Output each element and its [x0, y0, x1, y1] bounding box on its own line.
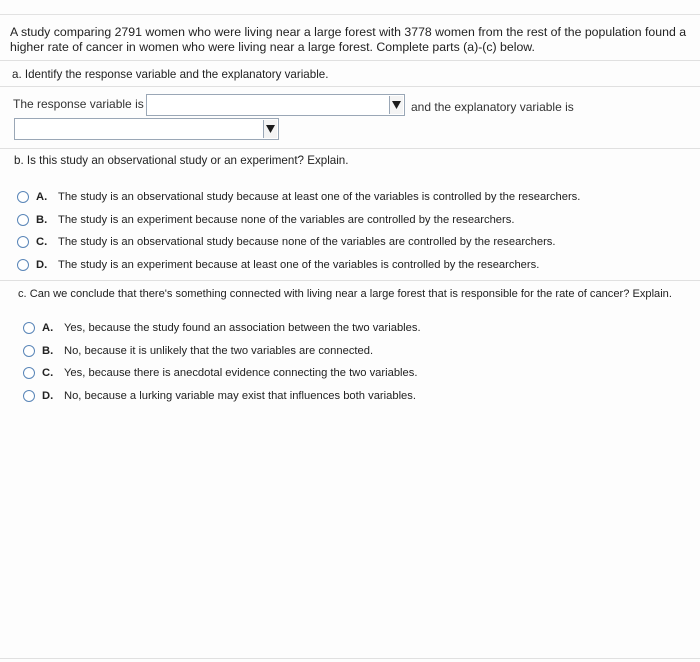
radio-button[interactable]: [17, 214, 29, 226]
part-c-option-b[interactable]: [23, 340, 421, 363]
option-text: Yes, because the study found an association between the two variables.: [64, 322, 421, 335]
radio-button[interactable]: [17, 259, 29, 271]
part-b-label: b. Is this study an observational study or an experiment? Explain.: [14, 154, 349, 167]
radio-button[interactable]: [17, 191, 29, 203]
part-c-option-d[interactable]: [23, 385, 421, 408]
triangle-down-icon: [266, 125, 275, 133]
explanatory-variable-text: and the explanatory variable is: [411, 100, 574, 114]
radio-button[interactable]: [23, 345, 35, 357]
bottom-divider: [0, 658, 700, 659]
option-letter: A.: [42, 322, 54, 335]
option-letter: C.: [42, 367, 54, 380]
part-c-label: c. Can we conclude that there's something connected with living near a large forest that is responsible for the rate of cancer? Explain.: [18, 288, 672, 300]
option-text: No, because a lurking variable may exist that influences both variables.: [64, 389, 416, 402]
option-text: The study is an observational study because none of the variables are controlled by the researchers.: [58, 236, 556, 249]
radio-button[interactable]: [17, 236, 29, 248]
part-b-options: [17, 186, 580, 276]
option-letter: D.: [42, 389, 54, 402]
radio-button[interactable]: [23, 367, 35, 379]
option-letter: D.: [36, 258, 48, 271]
part-c-option-a[interactable]: [23, 317, 421, 340]
part-b-option-c[interactable]: [17, 231, 580, 254]
part-b-option-b[interactable]: [17, 209, 580, 232]
part-a-label: a. Identify the response variable and the explanatory variable.: [12, 68, 329, 81]
question-intro: A study comparing 2791 women who were living near a large forest with 3778 women from the rest of the population found a higher rate of cancer in women who were living near a large forest. Complete parts (a)-(c) below.: [10, 25, 687, 54]
explanatory-variable-select[interactable]: [14, 118, 279, 140]
top-divider: [0, 14, 700, 15]
divider: [0, 60, 700, 61]
radio-button[interactable]: [23, 322, 35, 334]
option-text: The study is an experiment because none of the variables are controlled by the researchers.: [58, 213, 515, 226]
divider: [0, 148, 700, 149]
option-text: The study is an observational study because at least one of the variables is controlled by the researchers.: [58, 191, 581, 204]
dropdown-arrow[interactable]: [263, 120, 277, 138]
option-text: The study is an experiment because at least one of the variables is controlled by the researchers.: [58, 258, 540, 271]
divider: [0, 280, 700, 281]
option-letter: C.: [36, 236, 48, 249]
option-letter: B.: [42, 344, 54, 357]
triangle-down-icon: [392, 101, 401, 109]
option-letter: A.: [36, 191, 48, 204]
part-b-option-d[interactable]: [17, 254, 580, 277]
response-variable-select[interactable]: [146, 94, 405, 116]
part-b-option-a[interactable]: [17, 186, 580, 209]
radio-button[interactable]: [23, 390, 35, 402]
option-letter: B.: [36, 213, 48, 226]
divider: [0, 86, 700, 87]
response-variable-text: The response variable is: [13, 97, 144, 111]
dropdown-arrow[interactable]: [389, 96, 403, 114]
option-text: Yes, because there is anecdotal evidence connecting the two variables.: [64, 367, 418, 380]
option-text: No, because it is unlikely that the two variables are connected.: [64, 344, 374, 357]
part-c-option-c[interactable]: [23, 362, 421, 385]
part-c-options: [23, 317, 421, 407]
